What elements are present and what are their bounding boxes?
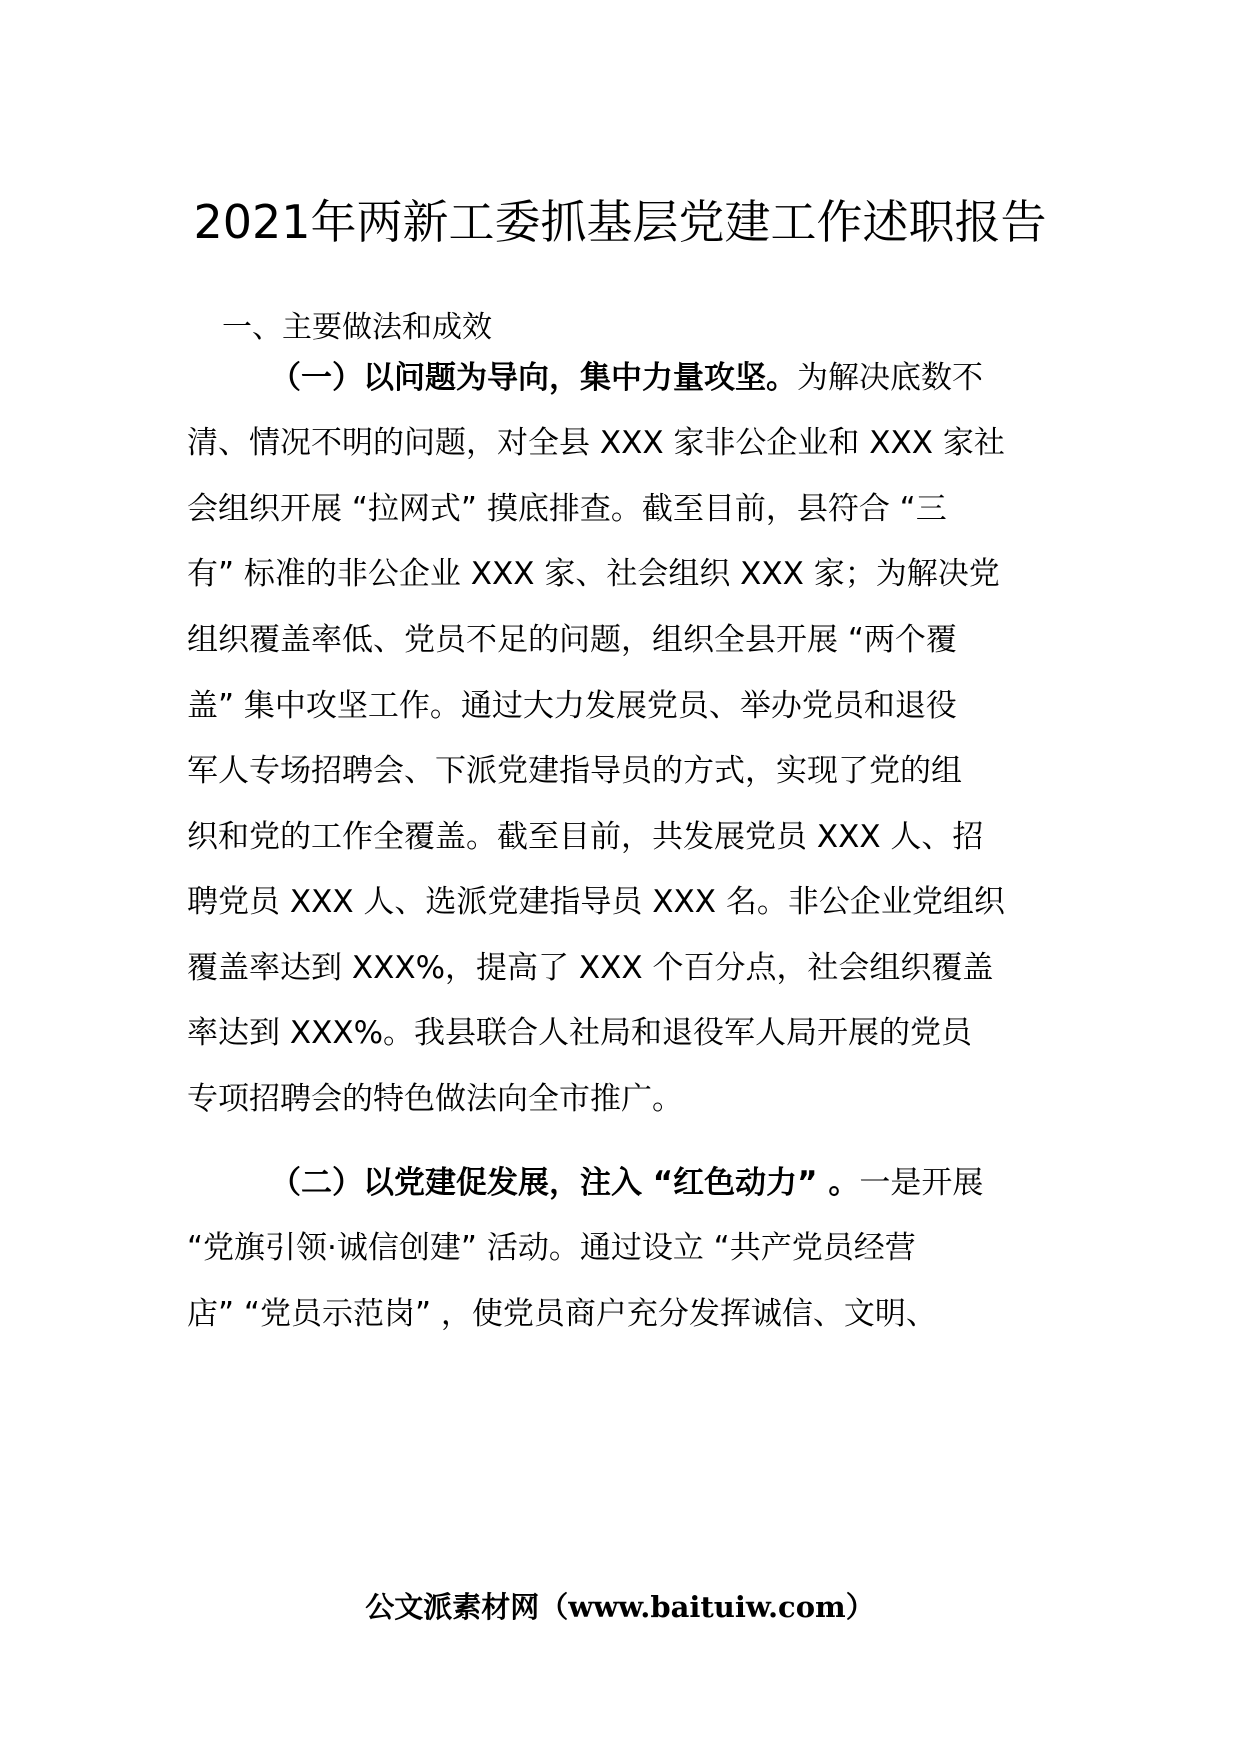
paragraph-1-line: 清、情况不明的问题，对全县 XXX 家非公企业和 XXX 家社 — [187, 425, 1005, 461]
paragraph-2-heading: （二）以党建促发展，注入 “红色动力” 。 — [270, 1165, 860, 1201]
paragraph-1-line: 盖” 集中攻坚工作。通过大力发展党员、举办党员和退役 — [187, 688, 957, 724]
paragraph-1-line: 率达到 XXX%。我县联合人社局和退役军人局开展的党员 — [187, 1015, 973, 1051]
paragraph-1-line: 有” 标准的非公企业 XXX 家、社会组织 XXX 家；为解决党 — [187, 556, 1000, 592]
section-heading: 一、主要做法和成效 — [222, 310, 492, 345]
paragraph-1-line: 组织覆盖率低、党员不足的问题，组织全县开展 “两个覆 — [187, 622, 957, 658]
paragraph-2-line: 店” “党员示范岗” ，使党员商户充分发挥诚信、文明、 — [187, 1296, 937, 1332]
document-title: 2021年两新工委抓基层党建工作述职报告 — [193, 195, 1047, 249]
paragraph-1-first-line — [270, 358, 983, 398]
paragraph-1-line: 织和党的工作全覆盖。截至目前，共发展党员 XXX 人、招 — [187, 819, 984, 855]
paragraph-1-line: 专项招聘会的特色做法向全市推广。 — [187, 1081, 683, 1117]
paragraph-2-line: “党旗引领·诚信创建” 活动。通过设立 “共产党员经营 — [187, 1230, 916, 1266]
paragraph-2-text: 一是开展 — [859, 1165, 984, 1201]
paragraph-1-line: 军人专场招聘会、下派党建指导员的方式，实现了党的组 — [187, 753, 962, 789]
footer-watermark: 公文派素材网（www.baituiw.com） — [365, 1590, 875, 1624]
paragraph-1-heading: （一）以问题为导向，集中力量攻坚。 — [270, 360, 797, 396]
paragraph-2-first-line — [270, 1163, 983, 1203]
paragraph-1-line: 覆盖率达到 XXX%，提高了 XXX 个百分点，社会组织覆盖 — [187, 950, 994, 986]
paragraph-1-text: 为解决底数不 — [797, 360, 983, 396]
paragraph-1-line: 会组织开展 “拉网式” 摸底排查。截至目前，县符合 “三 — [187, 491, 947, 527]
paragraph-1-line: 聘党员 XXX 人、选派党建指导员 XXX 名。非公企业党组织 — [187, 884, 1005, 920]
